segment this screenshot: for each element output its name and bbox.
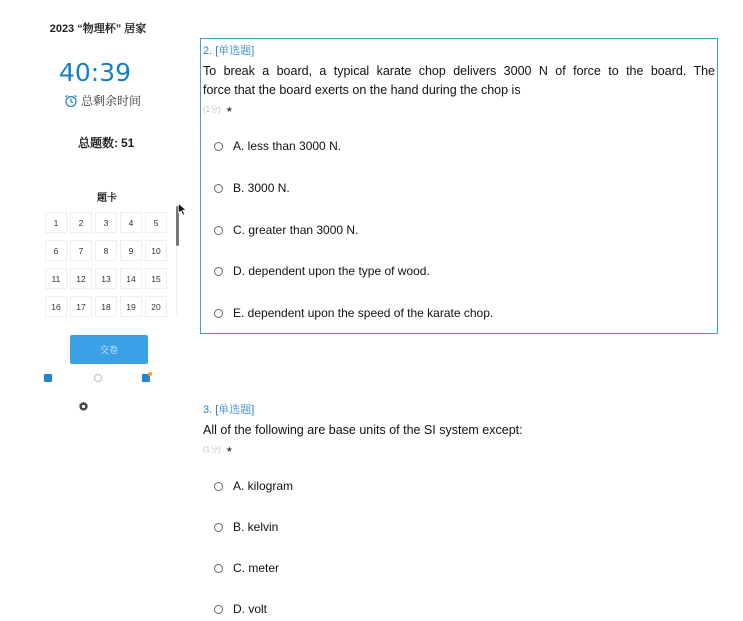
question-number-cell[interactable]: 6 <box>45 240 67 261</box>
question-2-text-line2: force that the board exerts on the hand during the chop is <box>203 83 521 97</box>
total-label: 总题数: <box>78 136 118 150</box>
question-2-option-e[interactable] <box>214 306 493 320</box>
option-label: B. kelvin <box>233 520 279 534</box>
question-3-text: All of the following are base units of the SI system except: <box>203 423 523 437</box>
alarm-clock-icon <box>64 94 78 108</box>
total-questions <box>78 134 134 151</box>
question-2-meta <box>203 104 233 115</box>
answer-card-title: 题卡 <box>97 193 117 204</box>
unanswered-legend-icon <box>94 374 102 382</box>
radio-button[interactable] <box>214 605 223 614</box>
star-icon[interactable]: ★ <box>225 445 233 454</box>
question-3-option-a[interactable] <box>214 479 293 493</box>
question-number-cell[interactable]: 3 <box>95 212 117 233</box>
question-number-cell[interactable]: 18 <box>95 296 117 317</box>
question-number-cell[interactable]: 10 <box>145 240 167 261</box>
option-label: C. meter <box>233 561 280 575</box>
question-2-option-c[interactable] <box>214 223 358 237</box>
star-icon[interactable]: ★ <box>225 105 233 114</box>
question-number-cell[interactable]: 4 <box>120 212 142 233</box>
question-2-text <box>203 62 715 100</box>
timer-label: 总剩余时间 <box>81 94 142 108</box>
question-number-cell[interactable]: 20 <box>145 296 167 317</box>
question-number-cell[interactable]: 7 <box>70 240 92 261</box>
option-label: A. kilogram <box>233 479 294 493</box>
gear-icon[interactable] <box>78 401 89 414</box>
question-3-score: (1分) <box>203 445 221 454</box>
answer-card-grid <box>45 212 169 317</box>
question-number-cell[interactable]: 17 <box>70 296 92 317</box>
question-number-cell[interactable]: 1 <box>45 212 67 233</box>
marked-legend-icon <box>142 374 150 382</box>
submit-exam-button[interactable]: 交卷 <box>70 335 148 364</box>
question-2-text-line1: To break a board, a typical karate chop delivers 3000 N of force to the board. The <box>203 64 715 78</box>
radio-button[interactable] <box>214 309 223 318</box>
mouse-cursor-icon <box>178 203 187 221</box>
exam-title: 2023 “物理杯” 居家 <box>49 23 147 35</box>
option-label: E. dependent upon the speed of the karate chop. <box>233 306 494 320</box>
radio-button[interactable] <box>214 267 223 276</box>
question-number-cell[interactable]: 14 <box>120 268 142 289</box>
option-label: C. greater than 3000 N. <box>233 223 359 237</box>
question-number-cell[interactable]: 16 <box>45 296 67 317</box>
option-label: A. less than 3000 N. <box>233 139 342 153</box>
answered-legend-icon <box>44 374 52 382</box>
option-label: D. volt <box>233 602 268 616</box>
question-2-type: 2. [单选题] <box>203 45 255 57</box>
question-number-cell[interactable]: 11 <box>45 268 67 289</box>
question-3-option-c[interactable] <box>214 561 279 575</box>
question-number-cell[interactable]: 9 <box>120 240 142 261</box>
question-3-meta <box>203 444 233 455</box>
question-number-cell[interactable]: 8 <box>95 240 117 261</box>
option-label: D. dependent upon the type of wood. <box>233 264 430 278</box>
timer-label-row <box>64 92 141 109</box>
radio-button[interactable] <box>214 184 223 193</box>
question-number-cell[interactable]: 2 <box>70 212 92 233</box>
question-number-cell[interactable]: 13 <box>95 268 117 289</box>
question-number-cell[interactable]: 19 <box>120 296 142 317</box>
radio-button[interactable] <box>214 142 223 151</box>
question-number-cell[interactable]: 5 <box>145 212 167 233</box>
question-2-option-a[interactable] <box>214 139 341 153</box>
countdown-timer: 40:39 <box>58 58 132 87</box>
status-legend <box>44 374 150 382</box>
question-2-score: (1分) <box>203 105 221 114</box>
settings-row[interactable] <box>78 401 89 414</box>
question-3-option-d[interactable] <box>214 602 267 616</box>
radio-button[interactable] <box>214 564 223 573</box>
question-number-cell[interactable]: 12 <box>70 268 92 289</box>
question-2-option-d[interactable] <box>214 264 430 278</box>
question-number-cell[interactable]: 15 <box>145 268 167 289</box>
radio-button[interactable] <box>214 226 223 235</box>
question-3-option-b[interactable] <box>214 520 278 534</box>
radio-button[interactable] <box>214 523 223 532</box>
question-2-option-b[interactable] <box>214 181 290 195</box>
total-count: 51 <box>121 136 135 150</box>
question-3-type: 3. [单选题] <box>203 404 255 416</box>
radio-button[interactable] <box>214 482 223 491</box>
option-label: B. 3000 N. <box>233 181 290 195</box>
